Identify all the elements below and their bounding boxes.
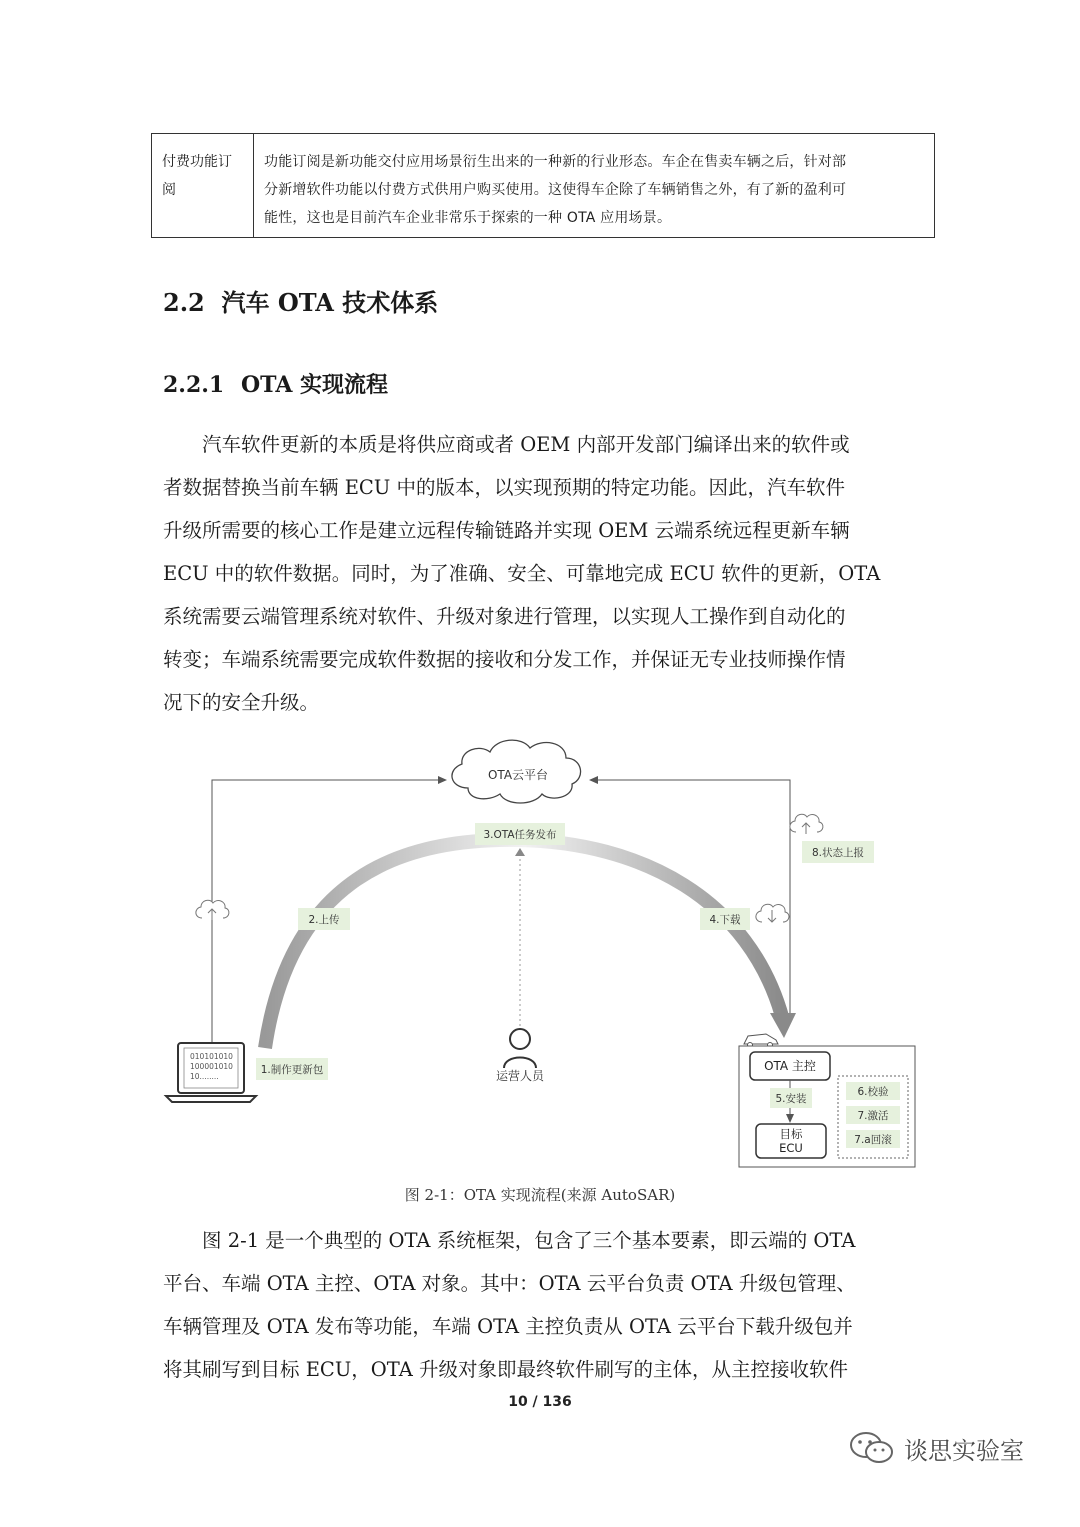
svg-text:ECU: ECU (779, 1141, 803, 1155)
feature-table (151, 133, 935, 238)
table-label-line: 付费功能订 (162, 154, 232, 170)
page-number: 10 / 136 (508, 1394, 572, 1410)
paragraph-line: 升级所需要的核心工作是建立远程传输链路并实现 OEM 云端系统远程更新车辆 (163, 519, 850, 542)
watermark-text: 谈思实验室 (904, 1436, 1024, 1465)
car-icon (744, 1034, 778, 1048)
paragraph-line: 平台、车端 OTA 主控、OTA 对象。其中：OTA 云平台负责 OTA 升级包管理、 (163, 1272, 856, 1295)
section-heading (163, 283, 438, 318)
ota-flow-diagram (150, 728, 930, 1178)
table-content-line: 能性，这也是目前汽车企业非常乐于探索的一种 OTA 应用场景。 (264, 210, 672, 226)
operator-person-icon (496, 1029, 545, 1083)
table-content-line: 分新增软件功能以付费方式供用户购买使用。这使得车企除了车辆销售之外，有了新的盈利可 (264, 182, 847, 198)
flow-arc (265, 840, 783, 1048)
paragraph-line: 汽车软件更新的本质是将供应商或者 OEM 内部开发部门编译出来的软件或 (163, 433, 850, 456)
svg-text:1.制作更新包: 1.制作更新包 (260, 1064, 324, 1076)
binary-line: 010101010 (190, 1052, 233, 1061)
paragraph-line: 者数据替换当前车辆 ECU 中的版本，以实现预期的特定功能。因此，汽车软件 (163, 476, 845, 499)
cloud-upload-icon (196, 900, 229, 920)
section-number: 2.2 (163, 288, 205, 317)
body-paragraph-1 (163, 423, 919, 724)
svg-text:OTA 主控: OTA 主控 (764, 1059, 816, 1073)
svg-text:6.校验: 6.校验 (857, 1086, 889, 1098)
paragraph-line: 车辆管理及 OTA 发布等功能，车端 OTA 主控负责从 OTA 云平台下载升级包并 (163, 1315, 853, 1338)
operator-label: 运营人员 (495, 1069, 545, 1083)
cloud-upload-icon (790, 814, 823, 834)
binary-line: 10........ (190, 1072, 219, 1081)
paragraph-line: 转变；车端系统需要完成软件数据的接收和分发工作，并保证无专业技师操作情 (163, 648, 846, 671)
body-paragraph-2 (163, 1219, 919, 1391)
section-title: 汽车 OTA 技术体系 (221, 288, 439, 317)
step-label-verify (846, 1082, 900, 1100)
svg-text:7.激活: 7.激活 (857, 1110, 889, 1122)
table-row-content (254, 134, 934, 237)
svg-text:目标: 目标 (779, 1127, 803, 1141)
svg-text:5.安装: 5.安装 (775, 1093, 807, 1105)
subsection-number: 2.2.1 (163, 372, 225, 398)
ota-cloud (452, 740, 581, 803)
paragraph-line: 系统需要云端管理系统对软件、升级对象进行管理，以实现人工操作到自动化的 (163, 605, 846, 628)
step-label-install (770, 1088, 812, 1108)
binary-line: 100001010 (190, 1062, 233, 1071)
paragraph-line: ECU 中的软件数据。同时，为了准确、安全、可靠地完成 ECU 软件的更新，OTA (163, 562, 881, 585)
cloud-download-icon (756, 904, 789, 922)
paragraph-line: 况下的安全升级。 (163, 691, 320, 714)
svg-text:3.OTA任务发布: 3.OTA任务发布 (483, 829, 557, 841)
arc-arrowhead (770, 1013, 796, 1038)
step-label-upload (298, 908, 350, 930)
svg-text:7.a回滚: 7.a回滚 (854, 1134, 892, 1146)
svg-text:8.状态上报: 8.状态上报 (811, 847, 865, 859)
paragraph-line: 图 2-1 是一个典型的 OTA 系统框架，包含了三个基本要素，即云端的 OTA (163, 1229, 856, 1252)
report-connector (590, 780, 790, 1018)
wechat-icon (848, 1430, 896, 1466)
table-label-line: 阅 (162, 182, 176, 198)
table-content-line: 功能订阅是新功能交付应用场景衍生出来的一种新的行业形态。车企在售卖车辆之后，针对部 (264, 154, 847, 170)
step-label-download (700, 908, 750, 930)
laptop-icon (166, 1043, 256, 1102)
ota-master-box (750, 1052, 830, 1080)
step-label-make (256, 1058, 328, 1080)
step-label-publish (475, 823, 565, 845)
watermark (848, 1428, 1024, 1468)
svg-text:2.上传: 2.上传 (308, 914, 340, 926)
target-ecu-box (756, 1124, 826, 1158)
subsection-title: OTA 实现流程 (241, 372, 389, 398)
figure-caption: 图 2-1：OTA 实现流程(来源 AutoSAR) (404, 1186, 676, 1204)
table-row-label (152, 134, 254, 237)
subsection-heading (163, 368, 388, 399)
svg-text:4.下载: 4.下载 (709, 914, 741, 926)
step-label-rollback (846, 1130, 900, 1148)
step-label-activate (846, 1106, 900, 1124)
step-label-report (802, 841, 874, 863)
cloud-label: OTA云平台 (487, 768, 549, 782)
paragraph-line: 将其刷写到目标 ECU，OTA 升级对象即最终软件刷写的主体，从主控接收软件 (163, 1358, 848, 1381)
